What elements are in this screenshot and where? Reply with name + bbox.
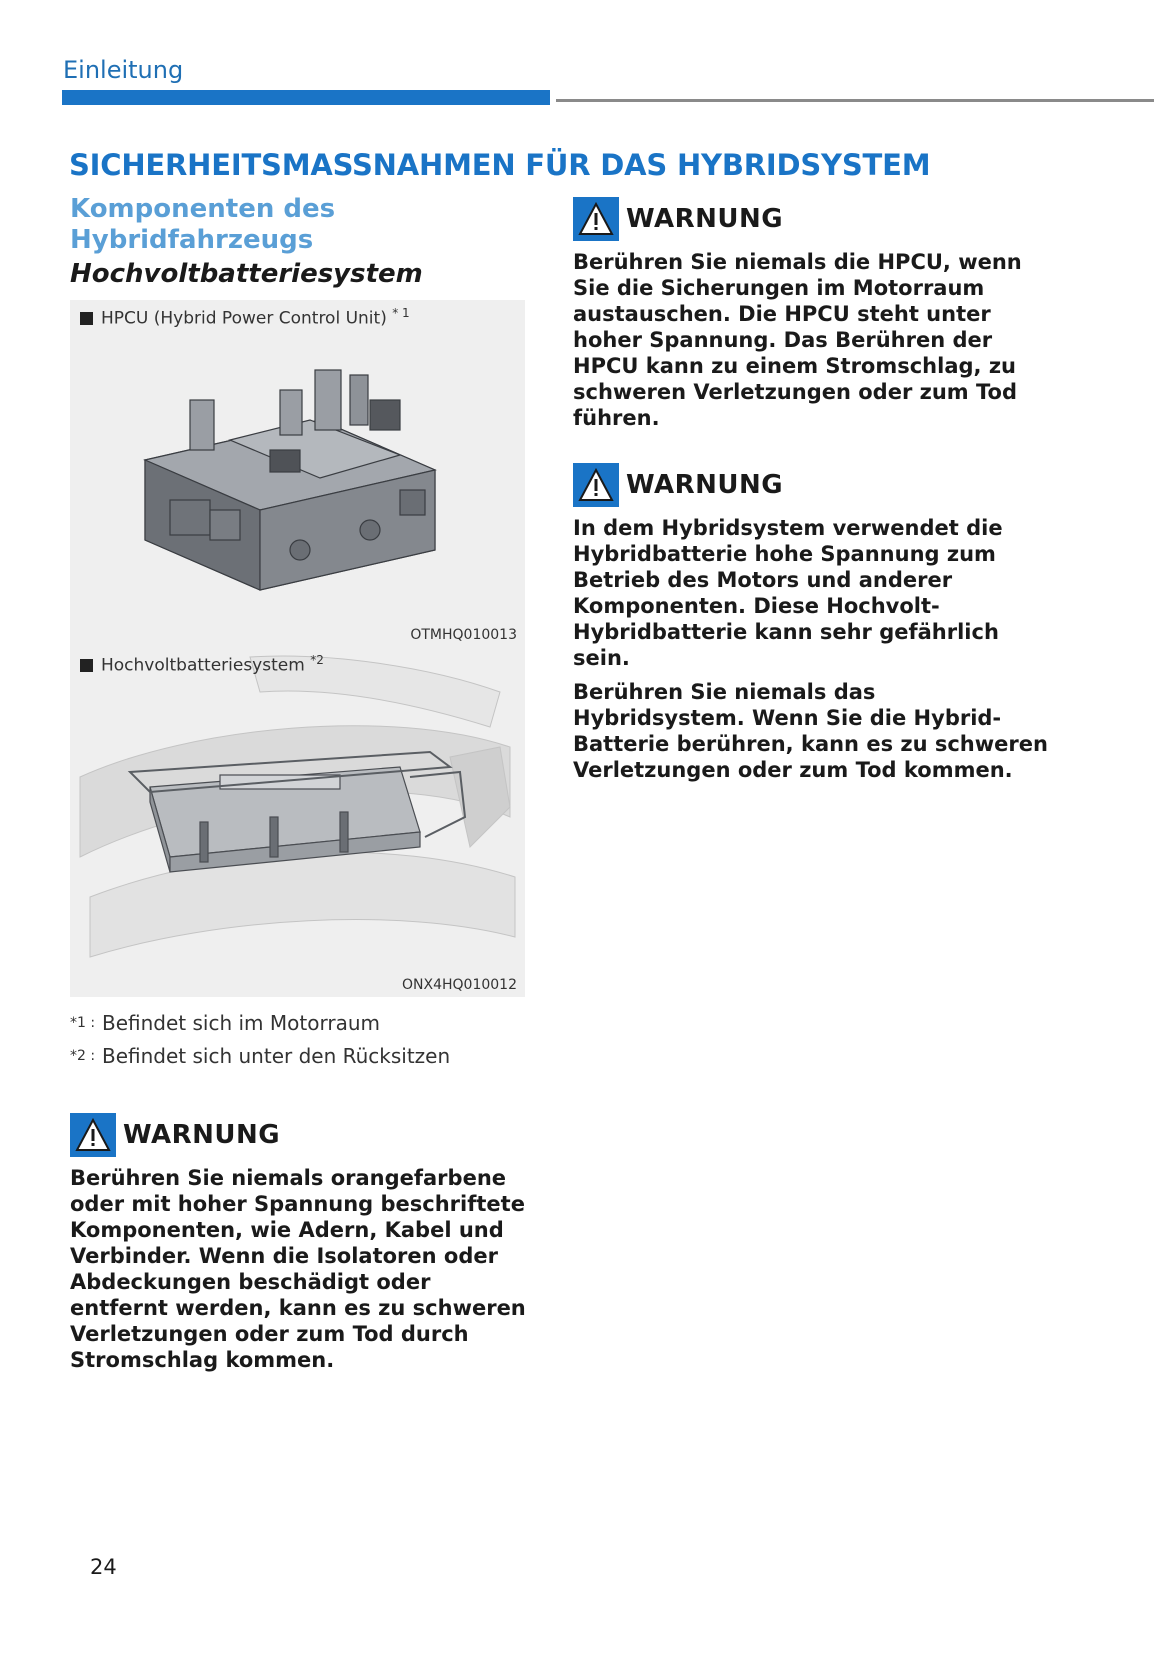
warning-text: In dem Hybridsystem verwendet die Hybridbatterie hohe Spannung zum Betrieb des Motors und anderer Komponenten. Diese Hochvolt-Hybridbatterie kann sehr gefährlich sein. Berühren Sie niemals das Hybridsystem. Wenn Sie die Hybrid-Batterie berühren, kann es zu schweren Verletzungen oder zum Tod kommen. (573, 516, 1048, 782)
left-column (70, 194, 530, 1077)
square-bullet-icon (80, 312, 93, 325)
figure-code: ONX4HQ010012 (402, 977, 517, 993)
section-subheading-italic: Hochvoltbatteriesystem (70, 259, 423, 289)
warning-text: Berühren Sie niemals orangefarbene oder mit hoher Spannung beschriftete Komponenten, wie Adern, Kabel und Verbinder. Wenn die Isolatoren oder Abdeckungen beschädigt oder entfernt werden, kann es zu schweren Verletzungen oder zum Tod durch Stromschlag kommen. (70, 1166, 526, 1372)
square-bullet-icon (80, 659, 93, 672)
warning-box (573, 197, 1048, 439)
figure-battery (70, 647, 525, 997)
header-bar-rule (556, 99, 1154, 102)
figure-code: OTMHQ010013 (410, 627, 517, 643)
figure-hpcu (70, 300, 525, 647)
header-bar-accent (62, 90, 550, 105)
figure-caption-hpcu: HPCU (Hybrid Power Control Unit) $^{* 1}$ (80, 306, 410, 329)
warning-triangle-icon (70, 1113, 116, 1157)
page-number: 24 (90, 1555, 117, 1579)
hpcu-illustration (70, 300, 525, 647)
section-subheading: Komponenten des Hybridfahrzeugs (70, 194, 336, 255)
warning-box (70, 1113, 530, 1381)
warning-title: WARNUNG (626, 204, 784, 234)
footnote: *1 : Befindet sich im Motorraum (70, 1011, 380, 1035)
warning-text: Berühren Sie niemals die HPCU, wenn Sie die Sicherungen im Motorraum austauschen. Die HPCU steht unter hoher Spannung. Das Berühren der HPCU kann zu einem Stromschlag, zu schweren Verletzungen oder zum Tod führen. (573, 250, 1022, 430)
figure-caption-battery: Hochvoltbatteriesystem $^{*2}$ (80, 653, 324, 676)
warning-title: WARNUNG (626, 470, 784, 500)
warning-triangle-icon (573, 463, 619, 507)
footnotes (70, 1011, 530, 1068)
battery-illustration (70, 647, 525, 997)
warning-triangle-icon (573, 197, 619, 241)
warning-box (573, 463, 1048, 791)
page-title: SICHERHEITSMASSNAHMEN FÜR DAS HYBRIDSYSTEM (69, 148, 931, 182)
warning-title: WARNUNG (123, 1120, 281, 1150)
footnote: *2 : Befindet sich unter den Rücksitzen (70, 1044, 451, 1068)
section-header: Einleitung (63, 56, 184, 84)
